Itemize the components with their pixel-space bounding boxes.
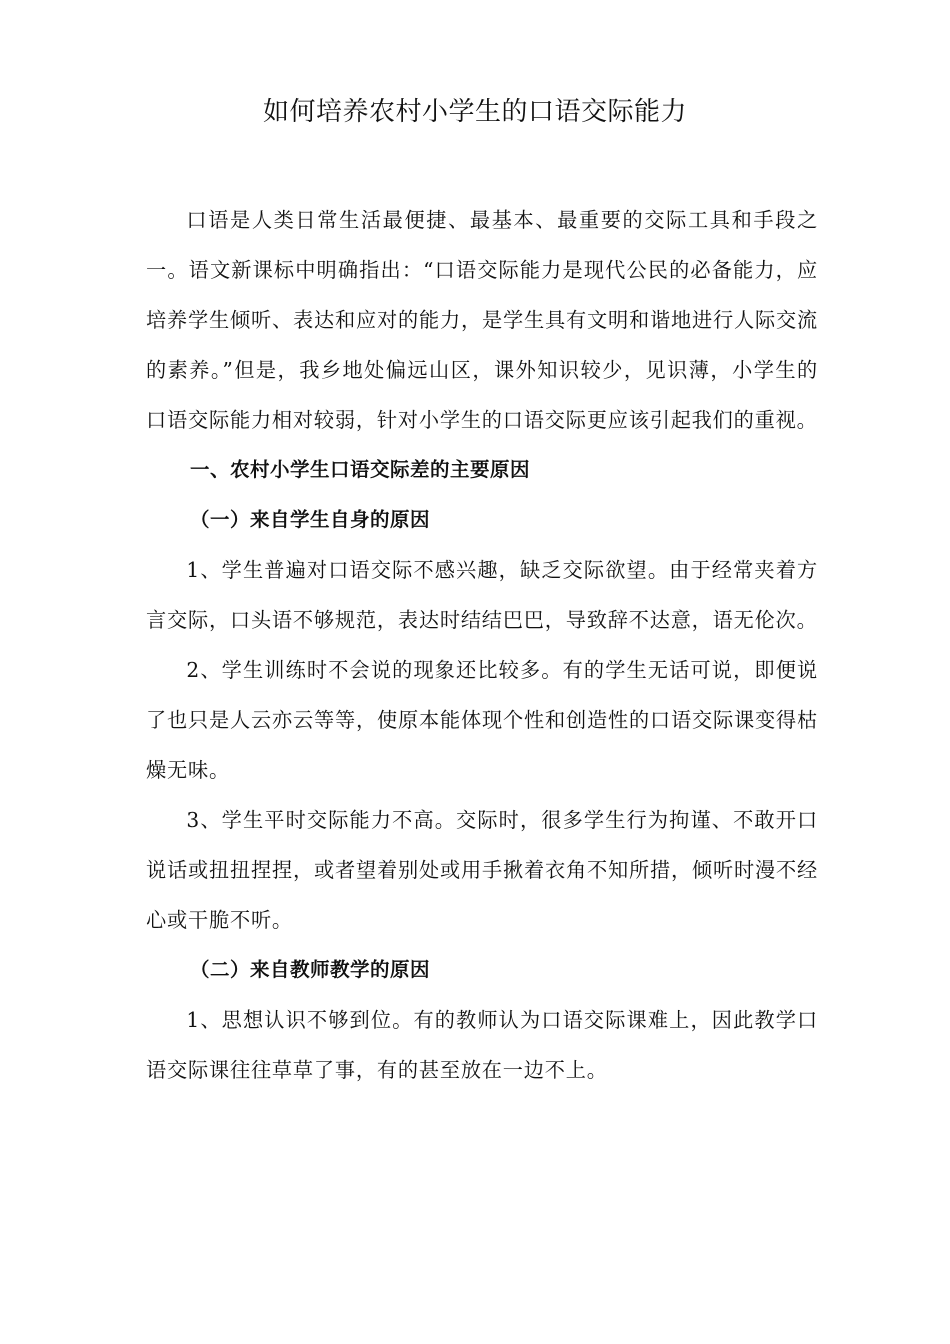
subsection-heading-1: （一）来自学生自身的原因 xyxy=(190,508,431,531)
section-heading: 一、农村小学生口语交际差的主要原因 xyxy=(190,458,531,481)
intro-paragraph: 口语是人类日常生活最便捷、最基本、最重要的交际工具和手段之一。语文新课标中明确指出：“口语交际能力是现代公民的必备能力，应培养学生倾听、表达和应对的能力，是学生具有文明和谐地进行人际交流的素养。”但是，我乡地处偏远山区，课外知识较少，见识薄，小学生的口语交际能力相对较弱，针对小学生的口语交际更应该引起我们的重视。 xyxy=(146,208,818,432)
document-title: 如何培养农村小学生的口语交际能力 xyxy=(262,97,687,127)
document-body xyxy=(146,195,818,1095)
list-item: 3、学生平时交际能力不高。交际时，很多学生行为拘谨、不敢开口说话或扭扭捏捏，或者望着别处或用手揪着衣角不知所措，倾听时漫不经心或干脆不听。 xyxy=(146,808,818,932)
list-item: 1、学生普遍对口语交际不感兴趣，缺乏交际欲望。由于经常夹着方言交际，口头语不够规范，表达时结结巴巴，导致辞不达意，语无伦次。 xyxy=(146,558,818,632)
list-item: 1、思想认识不够到位。有的教师认为口语交际课难上，因此教学口语交际课往往草草了事，有的甚至放在一边不上。 xyxy=(146,1008,818,1082)
list-item: 2、学生训练时不会说的现象还比较多。有的学生无话可说，即便说了也只是人云亦云等等，使原本能体现个性和创造性的口语交际课变得枯燥无味。 xyxy=(146,658,818,782)
subsection-heading-2: （二）来自教师教学的原因 xyxy=(190,958,431,981)
